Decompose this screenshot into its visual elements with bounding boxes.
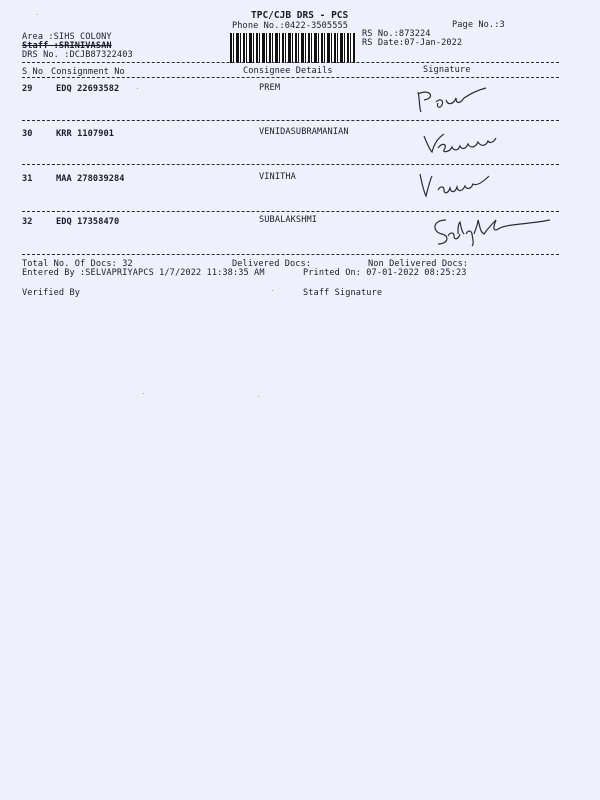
column-header-consignment: Consignment No: [51, 67, 125, 77]
verified-by: Verified By: [22, 288, 81, 298]
rs-date: RS Date:07-Jan-2022: [362, 38, 463, 48]
scan-speck: [258, 396, 259, 397]
row-sno: 32: [22, 217, 33, 227]
phone-number: Phone No.:0422-3505555: [232, 21, 349, 31]
row-consignee: VENIDASUBRAMANIAN: [259, 127, 349, 137]
row-sno: 29: [22, 84, 33, 94]
column-header-signature: Signature: [423, 65, 471, 75]
column-header-consignee: Consignee Details: [243, 66, 333, 76]
signature-2: [420, 128, 510, 158]
area-label: Area :SIHS COLONY: [22, 32, 112, 42]
signature-4: [428, 212, 558, 248]
row-sno: 31: [22, 174, 33, 184]
row-consignee: PREM: [259, 83, 281, 93]
entered-by: Entered By :SELVAPRIYAPCS 1/7/2022 11:38:35 AM: [22, 268, 265, 278]
drs-number: DRS No. :DCJB87322403: [22, 50, 133, 60]
printed-on: Printed On: 07-01-2022 08:25:23: [303, 268, 467, 278]
staff-signature: Staff Signature: [303, 288, 383, 298]
delivered-docs: Delivered Docs:: [232, 259, 312, 269]
row-consignment: KRR 1107901: [56, 129, 115, 139]
total-docs: Total No. Of Docs: 32: [22, 259, 133, 269]
barcode: [230, 33, 355, 63]
row-consignee: VINITHA: [259, 172, 296, 182]
row-sno: 30: [22, 129, 33, 139]
scan-speck: [143, 393, 144, 394]
signature-1: [410, 86, 490, 114]
staff-label: Staff :SRINIVASAN: [22, 41, 112, 51]
divider: [22, 62, 559, 63]
page-number: Page No.:3: [452, 20, 505, 30]
divider: [22, 120, 559, 121]
scan-speck: [137, 88, 138, 89]
divider: [22, 164, 559, 165]
scan-speck: [37, 14, 38, 15]
non-delivered-docs: Non Delivered Docs:: [368, 259, 469, 269]
row-consignment: EDQ 17358470: [56, 217, 120, 227]
scan-speck: [272, 290, 273, 291]
divider: [22, 77, 559, 78]
row-consignment: EDQ 22693582: [56, 84, 120, 94]
divider: [22, 254, 559, 255]
document-title: TPC/CJB DRS - PCS: [251, 10, 349, 21]
signature-3: [414, 168, 504, 200]
rs-number: RS No.:873224: [362, 29, 431, 39]
row-consignee: SUBALAKSHMI: [259, 215, 318, 225]
row-consignment: MAA 278039284: [56, 174, 125, 184]
column-header-sno: S No: [22, 67, 44, 77]
